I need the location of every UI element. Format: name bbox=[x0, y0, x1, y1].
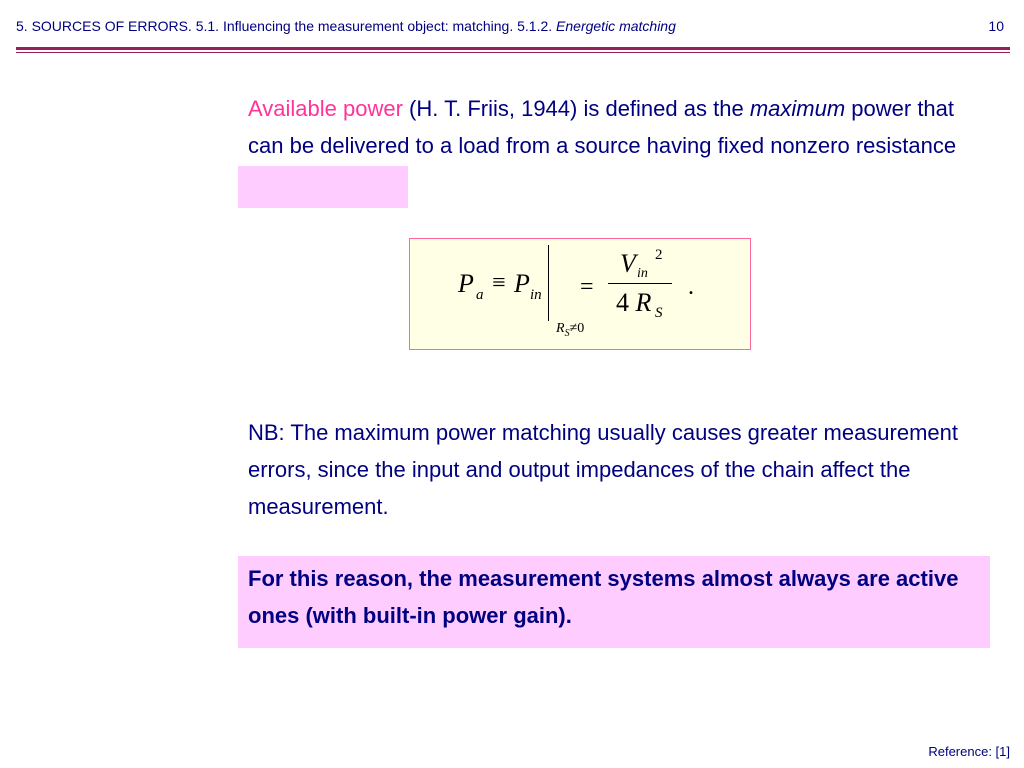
formula-p-a: P bbox=[458, 269, 474, 298]
callout-text: For this reason, the measurement systems almost always are active ones (with built-in power gain). bbox=[248, 566, 959, 628]
header-rule-thick bbox=[16, 47, 1010, 50]
formula-box bbox=[409, 238, 751, 350]
callout-box bbox=[238, 556, 990, 648]
formula-den-num: 4 bbox=[616, 288, 629, 317]
formula-fraction-bar bbox=[608, 283, 672, 284]
title-prefix: 5. SOURCES OF ERRORS. 5.1. Influencing the measurement object: matching. 5.1.2. bbox=[16, 18, 553, 34]
formula-p-in: P bbox=[514, 269, 530, 298]
slide-title bbox=[16, 18, 676, 34]
page-number: 10 bbox=[988, 18, 1004, 34]
term-available-power: Available power bbox=[248, 96, 403, 121]
formula-condition bbox=[556, 321, 584, 339]
highlight-bar bbox=[238, 166, 408, 208]
definition-text-1: (H. T. Friis, 1944) is defined as the bbox=[409, 96, 744, 121]
definition-italic-word: maximum bbox=[749, 96, 846, 121]
formula-v: V bbox=[620, 249, 636, 278]
slide-header bbox=[16, 18, 1008, 38]
formula-condition-r: R bbox=[556, 321, 565, 336]
header-rule-thin bbox=[16, 52, 1010, 53]
title-italic: Energetic matching bbox=[556, 18, 676, 34]
note-paragraph: NB: The maximum power matching usually causes greater measurement errors, since the input and output impedances of the chain affect the measurement. bbox=[248, 420, 959, 519]
definition-paragraph bbox=[248, 90, 968, 164]
formula-sub-in: in bbox=[530, 287, 542, 303]
formula-den-sub: S bbox=[655, 305, 663, 321]
formula-equiv: ≡ bbox=[492, 270, 506, 296]
definition-text-2: power that can be delivered to a load from a source having fixed nonzero resistance bbox=[248, 96, 957, 158]
formula-equals: = bbox=[580, 274, 594, 300]
formula-condition-sub: S bbox=[564, 327, 570, 339]
formula-period: . bbox=[688, 274, 694, 300]
formula-den-r: R bbox=[635, 288, 652, 317]
formula-sub-a: a bbox=[476, 287, 484, 303]
formula-v-sup: 2 bbox=[655, 247, 663, 263]
formula-denominator bbox=[616, 288, 651, 318]
reference-footer: Reference: [1] bbox=[928, 744, 1010, 759]
formula-v-sub: in bbox=[637, 266, 648, 281]
formula-condition-rest: ≠0 bbox=[569, 321, 585, 336]
formula-evaluation-bar bbox=[548, 245, 549, 321]
